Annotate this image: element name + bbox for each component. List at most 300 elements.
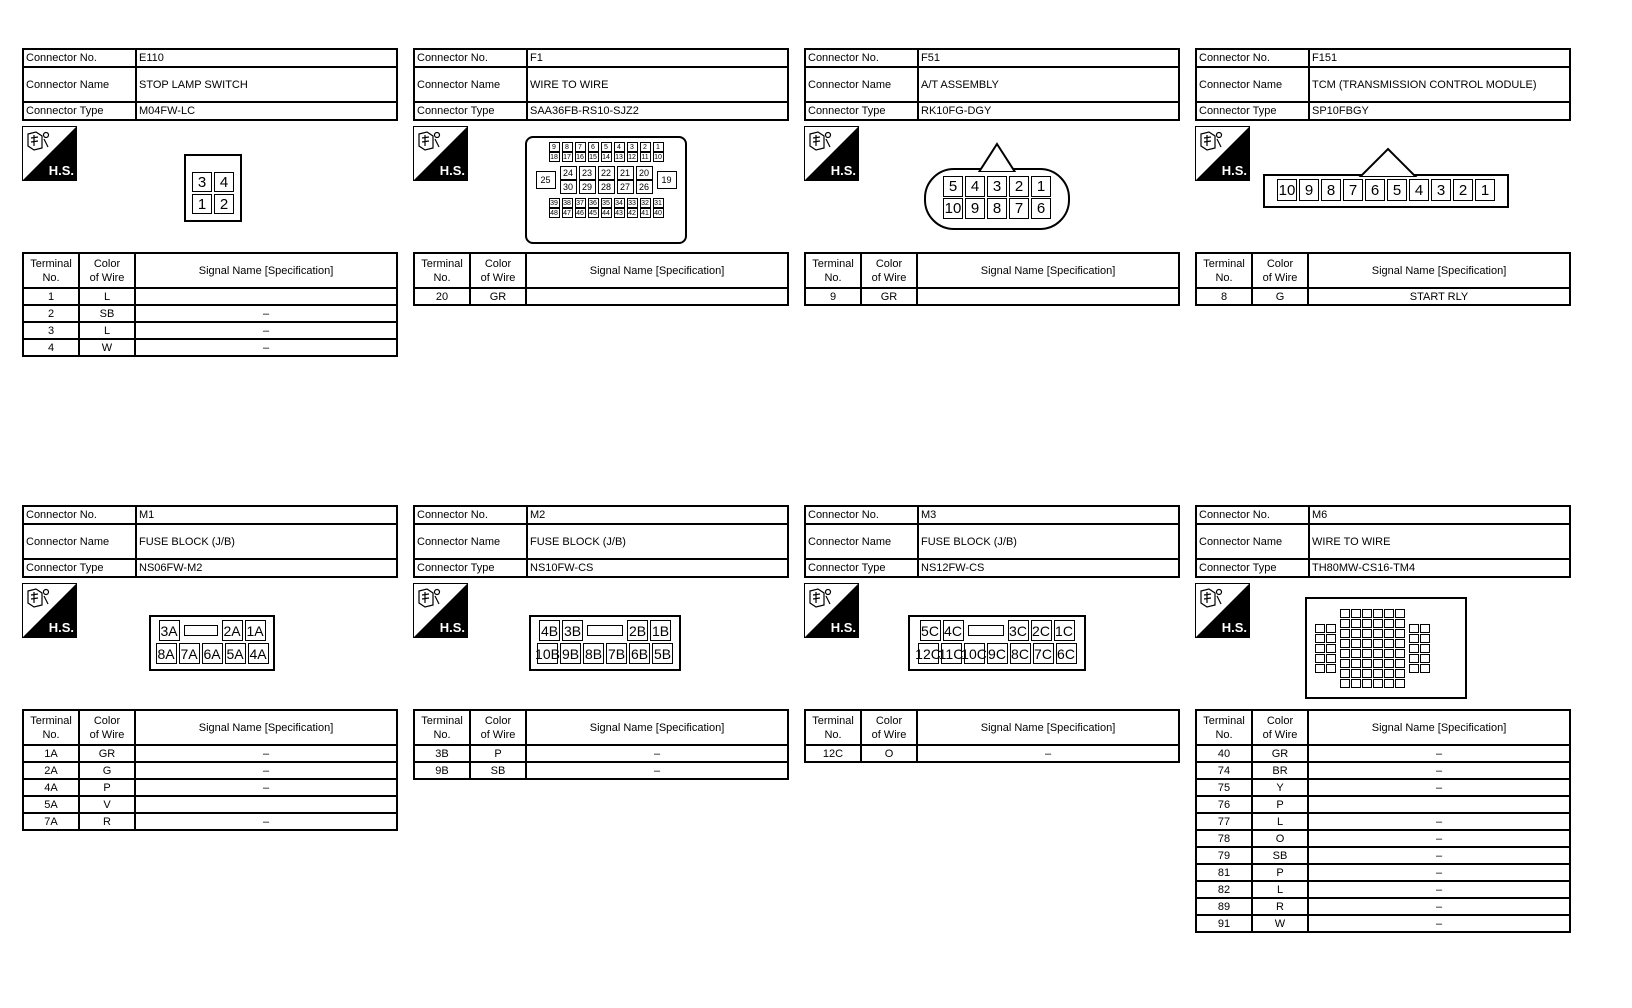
table-row: [23, 779, 397, 796]
pin-cell: [1373, 609, 1383, 618]
table-row: [805, 288, 1179, 305]
pin-cell: 32: [641, 199, 649, 207]
table-row: [1196, 288, 1570, 305]
terminal-no: 9: [805, 288, 861, 305]
pin-cell: [1362, 659, 1372, 668]
pin-cell: [1420, 664, 1430, 673]
wire-color: V: [79, 796, 135, 813]
pin-cell: [1395, 679, 1405, 688]
connector-diagram: [149, 615, 275, 671]
pin-cell: 11C: [941, 643, 962, 664]
wire-color: BR: [1252, 762, 1308, 779]
wire-color: L: [1252, 813, 1308, 830]
terminal-no: 12C: [805, 745, 861, 762]
connector-name: TCM (TRANSMISSION CONTROL MODULE): [1309, 67, 1570, 102]
wire-color-header: Color of Wire: [861, 710, 917, 745]
pin-cell: 8A: [156, 643, 177, 664]
pin-cell: [1362, 639, 1372, 648]
table-row: [1196, 881, 1570, 898]
pin-cell: 6: [1365, 179, 1385, 201]
pin-cell: 2: [1453, 179, 1473, 201]
wire-color: R: [79, 813, 135, 830]
connector-name: FUSE BLOCK (J/B): [527, 524, 788, 559]
table-row: [23, 322, 397, 339]
pin-cell: [1395, 629, 1405, 638]
terminal-header: Terminal No.: [414, 253, 470, 288]
signal-name: –: [1308, 915, 1570, 932]
pin-cell: 1C: [1054, 620, 1075, 641]
wire-color: GR: [79, 745, 135, 762]
pin-cell: [1420, 634, 1430, 643]
pin-cell: 7: [1343, 179, 1363, 201]
pin-cell: 16: [576, 153, 584, 161]
terminal-no: 3: [23, 322, 79, 339]
pin-cell: 30: [560, 180, 577, 194]
pin-cell: [1340, 679, 1350, 688]
connector-panel: [1195, 48, 1571, 303]
wire-color-header: Color of Wire: [1252, 253, 1308, 288]
table-row: [805, 745, 1179, 762]
pin-cell: 9: [1299, 179, 1319, 201]
pin-cell: 12C: [918, 643, 939, 664]
signal-header: Signal Name [Specification]: [917, 710, 1179, 745]
terminal-no: 4: [23, 339, 79, 356]
pin-cell: [1351, 639, 1361, 648]
harness-side-icon: [804, 126, 859, 181]
signal-name: [526, 288, 788, 305]
terminal-header: Terminal No.: [1196, 253, 1252, 288]
pin-cell: [1340, 669, 1350, 678]
pin-cell: 4: [1409, 179, 1429, 201]
pin-cell: 2A: [222, 620, 243, 641]
pin-cell: 5: [1387, 179, 1407, 201]
table-row: [414, 745, 788, 762]
terminal-no: 8: [1196, 288, 1252, 305]
wire-color-header: Color of Wire: [1252, 710, 1308, 745]
wire-color: O: [861, 745, 917, 762]
signal-name: –: [135, 305, 397, 322]
pin-block: [1409, 607, 1430, 689]
connector-panel: [804, 48, 1180, 303]
pin-cell: [1315, 654, 1325, 663]
pin-cell: 17: [563, 153, 571, 161]
pin-cell: 21: [617, 166, 634, 180]
connector-header-table: [804, 505, 1180, 578]
signal-name: [135, 796, 397, 813]
signal-name: [917, 288, 1179, 305]
pin-cell: 5: [943, 176, 963, 197]
connector-name: STOP LAMP SWITCH: [136, 67, 397, 102]
connector-name-label: Connector Name: [414, 67, 527, 102]
connector-panel: [22, 48, 398, 354]
connector-type: TH80MW-CS16-TM4: [1309, 559, 1570, 577]
table-row: [1196, 745, 1570, 762]
connector-number-label: Connector No.: [23, 506, 136, 524]
pin-cell: 9B: [560, 643, 581, 664]
wire-color: L: [79, 288, 135, 305]
hs-label: H.S.: [830, 163, 856, 178]
table-row: [1196, 864, 1570, 881]
pin-cell: 2B: [627, 620, 648, 641]
signal-header: Signal Name [Specification]: [917, 253, 1179, 288]
wire-color-header: Color of Wire: [79, 710, 135, 745]
connector-header-table: [1195, 505, 1571, 578]
harness-side-icon: [413, 126, 468, 181]
connector-name-label: Connector Name: [23, 67, 136, 102]
signal-header: Signal Name [Specification]: [526, 710, 788, 745]
table-row: [1196, 847, 1570, 864]
connector-name-label: Connector Name: [805, 524, 918, 559]
table-row: [414, 762, 788, 779]
pin-cell: 36: [589, 199, 597, 207]
pin-cell: [1395, 659, 1405, 668]
connector-diagram: [525, 136, 687, 244]
signal-header: Signal Name [Specification]: [135, 710, 397, 745]
connector-latch: [968, 625, 1004, 636]
connector-number: F51: [918, 49, 1179, 67]
pin-cell: 29: [579, 180, 596, 194]
connector-number: E110: [136, 49, 397, 67]
connector-type-label: Connector Type: [805, 559, 918, 577]
pin-cell: 43: [615, 209, 623, 217]
table-row: [1196, 779, 1570, 796]
signal-header: Signal Name [Specification]: [1308, 710, 1570, 745]
connector-type: NS06FW-M2: [136, 559, 397, 577]
pin-cell: [1373, 679, 1383, 688]
terminal-no: 3B: [414, 745, 470, 762]
pin-cell: [1326, 634, 1336, 643]
connector-name-label: Connector Name: [414, 524, 527, 559]
connector-type: NS10FW-CS: [527, 559, 788, 577]
pin-cell: 25: [536, 171, 556, 189]
pin-cell: 9: [965, 198, 985, 219]
pin-cell: [1362, 669, 1372, 678]
signal-name: START RLY: [1308, 288, 1570, 305]
signal-name: –: [1308, 762, 1570, 779]
terminal-no: 40: [1196, 745, 1252, 762]
connector-number-label: Connector No.: [805, 506, 918, 524]
pin-cell: 8C: [1010, 643, 1031, 664]
wire-color: Y: [1252, 779, 1308, 796]
pin-cell: 38: [563, 199, 571, 207]
table-row: [1196, 762, 1570, 779]
connector-name: A/T ASSEMBLY: [918, 67, 1179, 102]
pin-cell: 34: [615, 199, 623, 207]
wire-color: L: [1252, 881, 1308, 898]
pin-cell: [1373, 629, 1383, 638]
signal-name: [1308, 796, 1570, 813]
pin-cell: 11: [641, 153, 649, 161]
pin-cell: [1373, 659, 1383, 668]
pin-cell: [1340, 619, 1350, 628]
connector-number: F1: [527, 49, 788, 67]
pin-cell: [1409, 624, 1419, 633]
pin-cell: [1395, 619, 1405, 628]
pin-cell: 3: [627, 142, 638, 152]
connector-name-label: Connector Name: [805, 67, 918, 102]
pin-cell: [1351, 629, 1361, 638]
pin-cell: [1384, 619, 1394, 628]
table-row: [23, 305, 397, 322]
connector-name: WIRE TO WIRE: [1309, 524, 1570, 559]
pin-cell: [1326, 654, 1336, 663]
terminal-no: 76: [1196, 796, 1252, 813]
pin-cell: [1351, 609, 1361, 618]
pin-cell: [1315, 664, 1325, 673]
terminal-no: 78: [1196, 830, 1252, 847]
table-row: [23, 796, 397, 813]
pin-cell: 10B: [537, 643, 558, 664]
pin-cell: 1: [1031, 176, 1051, 197]
pin-cell: [1340, 649, 1350, 658]
connector-number-label: Connector No.: [23, 49, 136, 67]
pin-cell: [1315, 624, 1325, 633]
pin-cell: [1373, 669, 1383, 678]
connector-name-label: Connector Name: [1196, 67, 1309, 102]
connector-panel: [22, 505, 398, 828]
pin-cell: 22: [598, 166, 615, 180]
connector-diagram: [924, 168, 1070, 230]
signal-name: –: [1308, 745, 1570, 762]
signal-name: –: [135, 813, 397, 830]
pin-cell: [1384, 629, 1394, 638]
wire-color: GR: [861, 288, 917, 305]
signal-name: –: [917, 745, 1179, 762]
harness-side-icon: [804, 583, 859, 638]
terminal-header: Terminal No.: [23, 710, 79, 745]
wire-color-header: Color of Wire: [861, 253, 917, 288]
wire-color: O: [1252, 830, 1308, 847]
pin-cell: 3A: [159, 620, 180, 641]
pin-cell: [1373, 619, 1383, 628]
pin-cell: 40: [654, 209, 662, 217]
connector-type-label: Connector Type: [23, 559, 136, 577]
connector-type: M04FW-LC: [136, 102, 397, 120]
terminal-no: 2: [23, 305, 79, 322]
connector-number-label: Connector No.: [414, 49, 527, 67]
connector-number-label: Connector No.: [805, 49, 918, 67]
wire-color: P: [470, 745, 526, 762]
terminal-table: [413, 709, 789, 780]
hs-label: H.S.: [48, 163, 74, 178]
pin-cell: 6: [1031, 198, 1051, 219]
signal-name: –: [135, 779, 397, 796]
pin-cell: 8: [1321, 179, 1341, 201]
pin-cell: 6B: [629, 643, 650, 664]
terminal-no: 79: [1196, 847, 1252, 864]
pin-cell: 4B: [539, 620, 560, 641]
terminal-no: 81: [1196, 864, 1252, 881]
pin-cell: [1351, 669, 1361, 678]
connector-header-table: [413, 505, 789, 578]
connector-number: M6: [1309, 506, 1570, 524]
pin-cell: [1409, 644, 1419, 653]
pin-cell: 6A: [202, 643, 223, 664]
terminal-no: 9B: [414, 762, 470, 779]
pin-cell: 45: [589, 209, 597, 217]
pin-cell: 1A: [245, 620, 266, 641]
table-row: [23, 288, 397, 305]
pin-cell: 9C: [987, 643, 1008, 664]
pin-cell: [1384, 609, 1394, 618]
signal-name: –: [1308, 813, 1570, 830]
hs-label: H.S.: [1221, 620, 1247, 635]
connector-header-table: [22, 48, 398, 121]
pin-cell: 8: [987, 198, 1007, 219]
pin-cell: [1362, 679, 1372, 688]
pin-cell: [1395, 669, 1405, 678]
connector-key: [977, 142, 1017, 177]
pin-cell: 28: [598, 180, 615, 194]
pin-cell: [1362, 619, 1372, 628]
wire-color: P: [79, 779, 135, 796]
terminal-table: [1195, 252, 1571, 306]
wire-color: SB: [470, 762, 526, 779]
pin-cell: [1315, 644, 1325, 653]
pin-cell: [1340, 629, 1350, 638]
connector-number: F151: [1309, 49, 1570, 67]
signal-name: –: [1308, 898, 1570, 915]
pin-cell: 5C: [920, 620, 941, 641]
connector-number: M3: [918, 506, 1179, 524]
table-row: [1196, 830, 1570, 847]
connector-header-table: [1195, 48, 1571, 121]
pin-cell: 2C: [1031, 620, 1052, 641]
pin-cell: 41: [641, 209, 649, 217]
connector-type: RK10FG-DGY: [918, 102, 1179, 120]
table-row: [23, 339, 397, 356]
pin-cell: 1: [653, 142, 664, 152]
pin-cell: 26: [636, 180, 653, 194]
table-row: [1196, 915, 1570, 932]
connector-type: NS12FW-CS: [918, 559, 1179, 577]
pin-cell: [1409, 634, 1419, 643]
connector-diagram: [908, 615, 1086, 671]
connector-number-label: Connector No.: [1196, 506, 1309, 524]
terminal-no: 89: [1196, 898, 1252, 915]
pin-cell: 48: [550, 209, 558, 217]
hs-label: H.S.: [439, 163, 465, 178]
terminal-table: [804, 252, 1180, 306]
pin-cell: 20: [636, 166, 653, 180]
pin-cell: 2: [214, 194, 234, 214]
terminal-no: 77: [1196, 813, 1252, 830]
pin-cell: 4: [965, 176, 985, 197]
pin-cell: [1326, 644, 1336, 653]
pin-cell: 4: [614, 142, 625, 152]
wire-color: G: [1252, 288, 1308, 305]
pin-cell: 4A: [248, 643, 269, 664]
connector-type-label: Connector Type: [414, 102, 527, 120]
signal-name: –: [1308, 847, 1570, 864]
wire-color-header: Color of Wire: [79, 253, 135, 288]
pin-cell: [1362, 629, 1372, 638]
terminal-no: 2A: [23, 762, 79, 779]
harness-side-icon: [1195, 126, 1250, 181]
pin-cell: [1420, 624, 1430, 633]
signal-name: –: [1308, 881, 1570, 898]
pin-cell: 10: [1277, 179, 1297, 201]
connector-number-label: Connector No.: [414, 506, 527, 524]
pin-block: [1315, 607, 1336, 689]
pin-cell: [1362, 609, 1372, 618]
signal-name: –: [526, 762, 788, 779]
wire-color: P: [1252, 796, 1308, 813]
connector-name-label: Connector Name: [1196, 524, 1309, 559]
harness-side-icon: [413, 583, 468, 638]
pin-cell: 10: [654, 153, 662, 161]
pin-cell: [1420, 644, 1430, 653]
pin-cell: 13: [615, 153, 623, 161]
harness-side-icon: [1195, 583, 1250, 638]
pin-cell: [1395, 609, 1405, 618]
hs-label: H.S.: [830, 620, 856, 635]
wire-color: SB: [79, 305, 135, 322]
pin-cell: [1340, 609, 1350, 618]
pin-cell: [1384, 659, 1394, 668]
pin-cell: [1395, 649, 1405, 658]
pin-cell: 2: [1009, 176, 1029, 197]
terminal-header: Terminal No.: [805, 710, 861, 745]
pin-cell: 44: [602, 209, 610, 217]
pin-cell: [1384, 649, 1394, 658]
connector-name: FUSE BLOCK (J/B): [918, 524, 1179, 559]
pin-cell: 7: [575, 142, 586, 152]
terminal-table: [22, 252, 398, 357]
pin-cell: 4: [214, 172, 234, 192]
harness-side-icon: [22, 583, 77, 638]
connector-diagram: [184, 154, 242, 222]
connector-key: [1358, 147, 1418, 182]
connector-panel: [413, 505, 789, 777]
terminal-no: 74: [1196, 762, 1252, 779]
table-row: [23, 745, 397, 762]
terminal-no: 5A: [23, 796, 79, 813]
connector-type-label: Connector Type: [23, 102, 136, 120]
terminal-header: Terminal No.: [805, 253, 861, 288]
wire-color: P: [1252, 864, 1308, 881]
pin-cell: [1340, 639, 1350, 648]
signal-name: –: [135, 339, 397, 356]
pin-cell: [1384, 679, 1394, 688]
connector-panel: [1195, 505, 1571, 930]
pin-cell: 31: [654, 199, 662, 207]
hs-label: H.S.: [439, 620, 465, 635]
pin-cell: 1: [1475, 179, 1495, 201]
pin-cell: 35: [602, 199, 610, 207]
pin-cell: [1340, 659, 1350, 668]
pin-cell: 12: [628, 153, 636, 161]
terminal-no: 7A: [23, 813, 79, 830]
pin-cell: 27: [617, 180, 634, 194]
wire-color: G: [79, 762, 135, 779]
connector-type-label: Connector Type: [805, 102, 918, 120]
hs-label: H.S.: [48, 620, 74, 635]
signal-name: –: [135, 322, 397, 339]
connector-name: FUSE BLOCK (J/B): [136, 524, 397, 559]
wire-color: GR: [470, 288, 526, 305]
connector-diagram: [1263, 174, 1509, 208]
pin-cell: 37: [576, 199, 584, 207]
pin-cell: 4C: [943, 620, 964, 641]
pin-cell: 8: [562, 142, 573, 152]
connector-number: M1: [136, 506, 397, 524]
pin-cell: 14: [602, 153, 610, 161]
signal-name: –: [1308, 864, 1570, 881]
pin-cell: [1326, 664, 1336, 673]
connector-number: M2: [527, 506, 788, 524]
pin-cell: 1B: [650, 620, 671, 641]
